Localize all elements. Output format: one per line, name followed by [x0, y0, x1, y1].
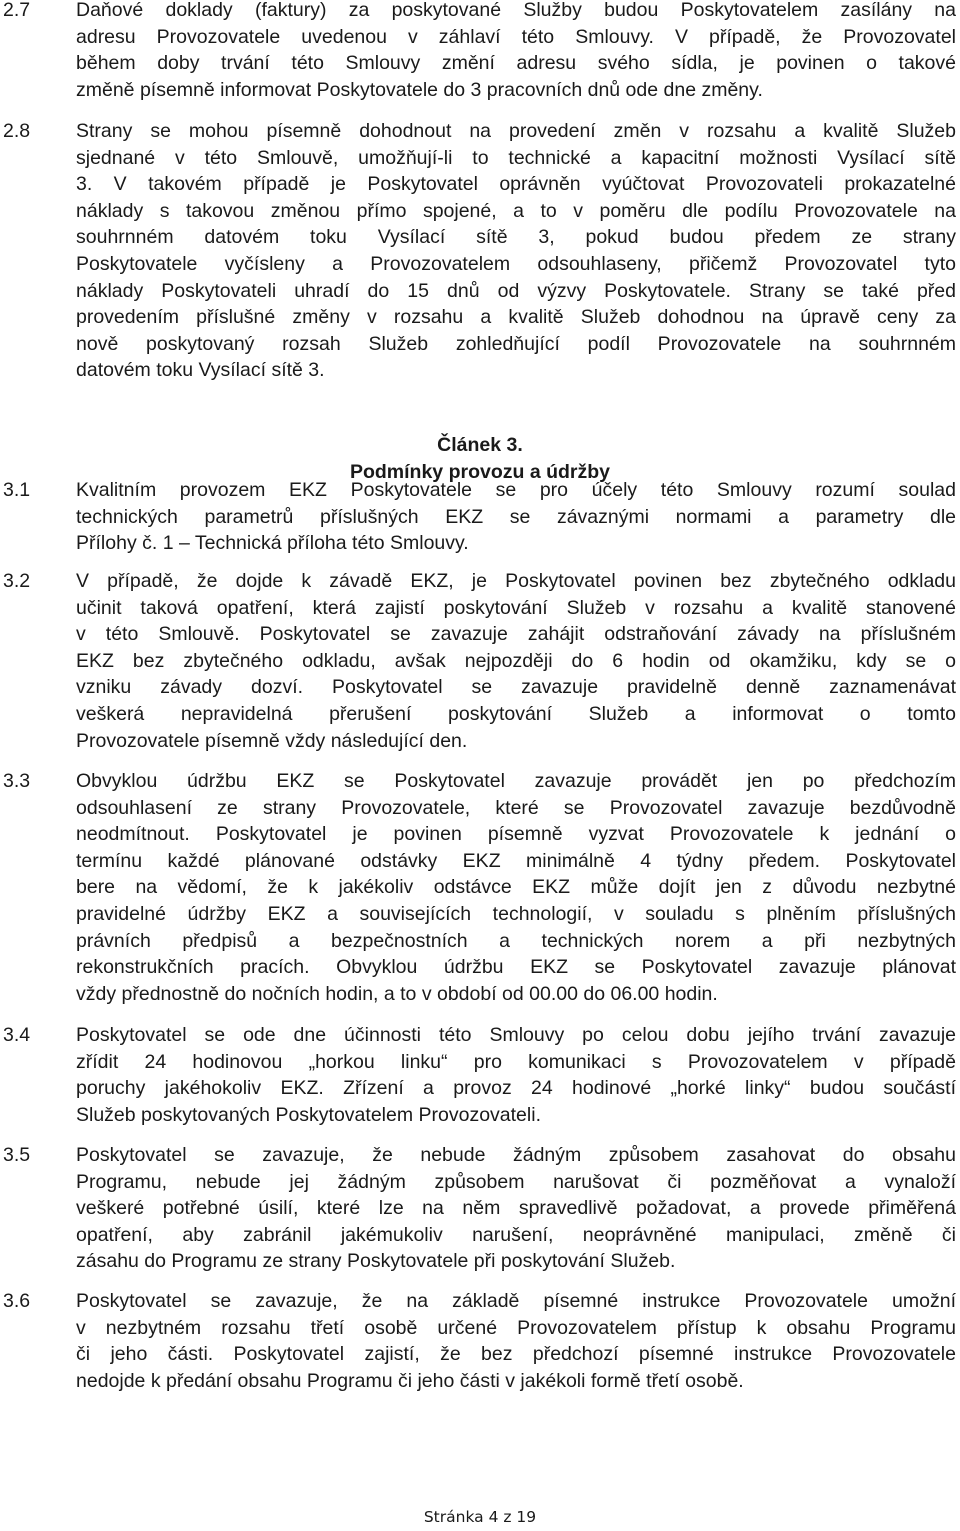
text-line: souhrnném datovém toku Vysílací sítě 3, pokud budou předem ze strany — [76, 226, 956, 249]
text-line: bere na vědomí, že k jakékoliv odstávce EKZ může dojít jen z důvodu nezbytné — [76, 876, 956, 899]
clause-number: 3.6 — [3, 1290, 31, 1312]
text-line: Poskytovatel se ode dne účinnosti této Smlouvy po celou dobu jejího trvání zavazuje — [76, 1024, 956, 1046]
text-line: technických parametrů příslušných EKZ se závaznými normami a parametry dle — [76, 505, 956, 528]
text-line: veškeré potřebné úsilí, které lze na něm spravedlivě požadovat, a provede přiměřená — [76, 1197, 956, 1220]
clause-number: 3.3 — [3, 770, 31, 792]
text-line: Poskytovatele vyčísleny a Provozovatelem odsouhlaseny, přičemž Provozovatel tyto — [76, 252, 956, 275]
text-line: adresu Provozovatele uvedenou v záhlaví této Smlouvy. V případě, že Provozovatel — [76, 25, 956, 48]
text-line: Kvalitním provozem EKZ Poskytovatele se pro účely této Smlouvy rozumí soulad — [76, 479, 956, 501]
clause-2-7 — [0, 0, 956, 103]
clause-text — [76, 568, 956, 754]
text-line: právních předpisů a bezpečnostních a technických norem a při nezbytných — [76, 929, 956, 952]
text-line: veškerá nepravidelná přerušení poskytování Služeb a informovat o tomto — [76, 702, 956, 725]
text-line: nedojde k předání obsahu Programu či jeho části v jakékoli formě třetí osobě. — [76, 1369, 744, 1392]
text-line: či jeho části. Poskytovatel zajistí, že bez předchozí písemné instrukce Provozovatele — [76, 1343, 956, 1366]
text-line: rekonstrukčních pracích. Obvyklou údržbu EKZ se Poskytovatel zavazuje plánovat — [76, 956, 956, 979]
clause-number: 2.7 — [3, 0, 31, 21]
clause-text — [76, 1288, 956, 1394]
text-line: nově poskytovaný rozsah Služeb zohledňující podíl Provozovatele na souhrnném — [76, 332, 956, 355]
text-line: EKZ bez zbytečného odkladu, avšak nejpozději do 6 hodin od okamžiku, kdy se o — [76, 649, 956, 672]
text-line: náklady Poskytovateli uhradí do 15 dnů od výzvy Poskytovatele. Strany se také před — [76, 279, 956, 302]
clause-number: 2.8 — [3, 120, 31, 142]
text-line: náklady s takovou změnou přímo spojené, a to v poměru dle podílu Provozovatele na — [76, 199, 956, 222]
text-line: opatření, aby zabránil jakémukoliv narušení, neoprávněné manipulaci, změně či — [76, 1223, 956, 1246]
clause-2-8 — [0, 118, 956, 384]
clause-3-6 — [0, 1288, 956, 1394]
page-number: Stránka 4 z 19 — [423, 1508, 537, 1526]
clause-3-1 — [0, 477, 956, 557]
article-subtitle: Podmínky provozu a údržby — [349, 461, 611, 483]
text-line: Obvyklou údržbu EKZ se Poskytovatel zavazuje provádět jen po předchozím — [76, 770, 956, 792]
text-line: Poskytovatel se zavazuje, že na základě písemné instrukce Provozovatele umožní — [76, 1290, 956, 1312]
text-line: termínu každé plánované odstávky EKZ minimálně 4 týdny předem. Poskytovatel — [76, 849, 956, 872]
clause-text — [76, 118, 956, 384]
text-line: v této Smlouvě. Poskytovatel se zavazuje zahájit odstraňování závady na příslušném — [76, 623, 956, 646]
clause-3-4 — [0, 1022, 956, 1128]
text-line: Programu, nebude jej žádným způsobem narušovat či pozměňovat a vynaloží — [76, 1170, 956, 1193]
text-line: Služeb poskytovaných Poskytovatelem Provozovateli. — [76, 1103, 541, 1126]
clause-text — [76, 1142, 956, 1275]
clause-number: 3.1 — [3, 479, 31, 501]
article-title: Článek 3. — [437, 434, 523, 456]
clause-text — [76, 1022, 956, 1128]
text-line: V případě, že dojde k závadě EKZ, je Poskytovatel povinen bez zbytečného odkladu — [76, 570, 956, 592]
clause-3-2 — [0, 568, 956, 754]
text-line: 3. V takovém případě je Poskytovatel oprávněn vyúčtovat Provozovateli prokazatelné — [76, 173, 956, 196]
clause-3-3 — [0, 768, 956, 1007]
text-line: Daňové doklady (faktury) za poskytované Služby budou Poskytovatelem zasílány na — [76, 0, 956, 21]
clause-number: 3.4 — [3, 1024, 31, 1046]
clause-3-5 — [0, 1142, 956, 1275]
text-line: Poskytovatel se zavazuje, že nebude žádným způsobem zasahovat do obsahu — [76, 1144, 956, 1166]
text-line: sjednané v této Smlouvě, umožňují-li to technické a kapacitní možnosti Vysílací sítě — [76, 146, 956, 169]
text-line: učinit taková opatření, která zajistí poskytování Služeb v rozsahu a kvalitě stanovené — [76, 596, 956, 619]
clause-text — [76, 0, 956, 103]
text-line: zásahu do Programu ze strany Poskytovatele při poskytování Služeb. — [76, 1250, 676, 1273]
text-line: zřídit 24 hodinovou „horkou linku“ pro komunikaci s Provozovatelem v případě — [76, 1050, 956, 1073]
text-line: poruchy jakéhokoliv EKZ. Zřízení a provoz 24 hodinové „horké linky“ budou součástí — [76, 1077, 956, 1100]
text-line: odsouhlasení ze strany Provozovatele, které se Provozovatel zavazuje bezdůvodně — [76, 796, 956, 819]
text-line: Provozovatele písemně vždy následující den. — [76, 729, 468, 752]
text-line: vzniku závady dozví. Poskytovatel se zavazuje pravidelně denně zaznamenávat — [76, 676, 956, 699]
text-line: Strany se mohou písemně dohodnout na provedení změn v rozsahu a kvalitě Služeb — [76, 120, 956, 142]
text-line: změně písemně informovat Poskytovatele do 3 pracovních dnů ode dne změny. — [76, 78, 763, 101]
text-line: datovém toku Vysílací sítě 3. — [76, 359, 325, 382]
text-line: během doby trvání této Smlouvy změní adresu svého sídla, je povinen o takové — [76, 52, 956, 75]
text-line: Přílohy č. 1 – Technická příloha této Smlouvy. — [76, 532, 469, 555]
text-line: v nezbytném rozsahu třetí osobě určené Provozovatelem přístup k obsahu Programu — [76, 1316, 956, 1339]
text-line: pravidelné údržby EKZ a souvisejících technologií, v souladu s plněním příslušných — [76, 902, 956, 925]
clause-number: 3.5 — [3, 1144, 31, 1166]
text-line: neodmítnout. Poskytovatel je povinen písemně vyzvat Provozovatele k jednání o — [76, 823, 956, 846]
clause-number: 3.2 — [3, 570, 31, 592]
clause-text — [76, 768, 956, 1007]
text-line: vždy přednostně do nočních hodin, a to v období od 00.00 do 06.00 hodin. — [76, 982, 718, 1005]
page-footer — [0, 1508, 960, 1526]
clause-text — [76, 477, 956, 557]
text-line: provedením příslušné změny v rozsahu a kvalitě Služeb dohodnou na úpravě ceny za — [76, 306, 956, 329]
